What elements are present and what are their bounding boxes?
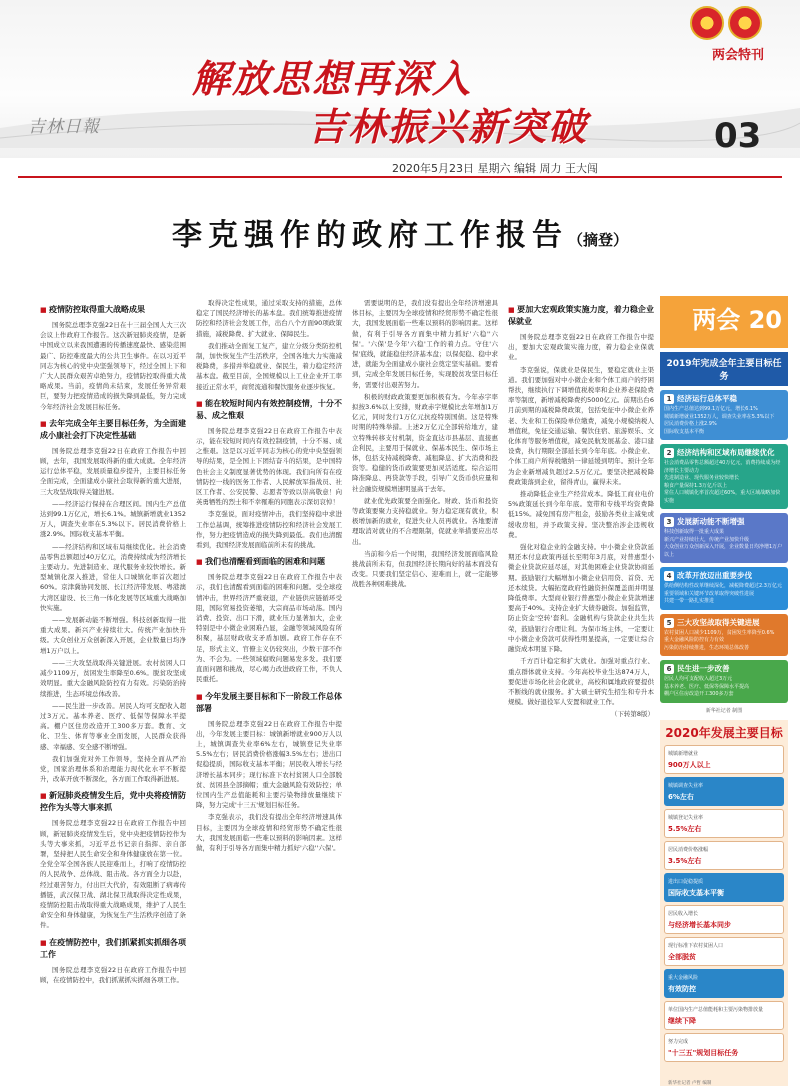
paragraph: 国务院总理李克强22日在政府工作报告中回顾，在疫情防控中，我们抓紧抓实抓细各项工作。 (40, 965, 186, 984)
block-title-text: 发展新动能不断增强 (677, 517, 745, 526)
block-line: 共建一带一路扎实推进 (664, 598, 715, 604)
masthead (0, 0, 800, 158)
block-line: 居民消费价格上涨2.9% (664, 421, 717, 427)
headline-main: 李克强作的政府工作报告 (171, 218, 568, 253)
block-line: 棚户区住房改造开工300多万套 (664, 691, 734, 697)
goal-label: 重大金融风险 (668, 974, 699, 981)
paragraph: 千方百计稳定和扩大就业。加强对重点行业、重点群体就业支持。今年高校毕业生达874万人，要促进市场化社会化就业，高校和属地政府要提供不断线的就业服务。扩大硕士研究生招生和专升本规模。做好退役军人安置和就业工作。 (508, 657, 654, 707)
goals-list (664, 745, 784, 1062)
paragraph: 国务院总理李克强22日在政府工作报告中提出，要加大宏观政策实施力度，着力稳企业保就业。 (508, 333, 654, 362)
block-title-text: 改革开放迈出重要步伐 (677, 571, 752, 580)
achievement-block (660, 390, 788, 440)
achievement-block-title (664, 663, 784, 674)
national-emblem-icon (690, 6, 724, 40)
section-heading: ■ 新冠肺炎疫情发生后，党中央将疫情防控作为头等大事来抓 (40, 790, 186, 814)
special-edition-tag: 两会特刊 (712, 48, 765, 63)
block-line: 重大金融风险防控有力有效 (664, 637, 725, 643)
goal-label: 进出口促稳提质 (668, 878, 704, 885)
block-line: 国际收支基本平衡 (664, 428, 705, 435)
section-heading: ■ 在疫情防控中，我们抓紧抓实抓细各项工作 (40, 937, 186, 961)
section-heading: ■ 要加大宏观政策实施力度，着力稳企业保就业 (508, 304, 654, 328)
goal-value: 有效防控 (668, 984, 696, 993)
block-line: 供给侧结构性改革继续深化，减税降费超过2.3万亿元 (664, 583, 782, 589)
paragraph: 取得决定性成果，通过采取支持的措施，总体稳定了国民经济增长的基本盘。我们统筹推进疫情防控和经济社会发展工作，出台八个方面90项政策措施，减税降费、扩大就业、保障民生。 (196, 299, 342, 338)
block-line: 居民人均可支配收入超过3万元 (664, 676, 733, 682)
dateline: 2020年5月23日 星期六 编辑 周力 王大闯 (392, 162, 598, 175)
section-heading: ■ 能在较短时间内有效控制疫情，十分不易、成之惟艰 (196, 398, 342, 422)
section-heading: ■ 今年发展主要目标和下一阶段工作总体部署 (196, 691, 342, 715)
infographic-banner: 2019年完成全年主要目标任务 (660, 352, 788, 386)
block-number: 3 (664, 517, 674, 527)
goal-item (664, 1033, 784, 1062)
paragraph: 强化对稳企业的金融支持。中小微企业贷款延期还本付息政策再延长至明年3月底，对普惠型小微企业贷款应延尽延，对其他困难企业贷款协商延期。鼓励银行大幅增加小微企业信用贷、首贷、无还本续贷。大幅拓宽政府性融资担保覆盖面并明显降低费率。大型商业银行普惠型小微企业贷款增速要高于40%。支持企业扩大债券融资。加强监管，防止资金'空转'套利。金融机构与贷款企业共生共荣，鼓励银行合理让利。为保市场主体，一定要让中小微企业贷款可获得性明显提高，一定要让综合融资成本明显下降。 (508, 543, 654, 654)
block-number: 4 (664, 571, 674, 581)
goal-label: 城镇登记失业率 (668, 814, 704, 821)
two-sessions-badge: 两会 20 (692, 306, 782, 334)
goal-value: 900万人以上 (668, 760, 711, 769)
header-rule (18, 176, 782, 178)
paragraph: 需要说明的是，我们没有提出全年经济增速具体目标，主要因为全球疫情和经贸形势不确定性很大，我国发展面临一些难以预料的影响因素。这样做，有利于引导各方面集中精力抓好'六稳''六保'。'六保'是今年'六稳'工作的着力点。守住'六保'底线，就能稳住经济基本盘；以保促稳、稳中求进，就能为全面建成小康社会奠定坚实基础。要看到，完成全年发展目标任务，实现脱贫攻坚目标任务，需要付出艰苦努力。 (352, 299, 498, 389)
goal-value: 全部脱贫 (668, 952, 696, 961)
article-column-1 (40, 298, 186, 1086)
goal-label: 单位国内生产总值能耗和主要污染物排放量 (668, 1006, 764, 1013)
block-line: 基本养老、医疗、低保等保障水平提高 (664, 683, 750, 690)
block-title-text: 经济结构和区域布局继续优化 (677, 448, 775, 457)
goal-label: 努力完成 (668, 1038, 689, 1045)
block-line: 城镇新增就业1352万人，调查失业率在5.3%以下 (664, 413, 775, 420)
article-column-3 (352, 298, 498, 1086)
goal-value: 与经济增长基本同步 (668, 920, 731, 929)
slogan-line-1: 解放思想再深入 (192, 57, 473, 101)
paragraph: 李克强表示，我们没有提出全年经济增速具体目标，主要因为全球疫情和经贸形势不确定性很大，我国发展面临一些难以预料的影响因素。这样做，有利于引导各方面集中精力抓好'六稳''六保'。 (196, 813, 342, 852)
goal-value: 国际收支基本平衡 (668, 888, 724, 897)
block-line: 先进制造业、现代服务业较快增长 (664, 475, 740, 481)
infographic-header (660, 296, 788, 348)
goals-panel (660, 720, 788, 1087)
emblems (690, 6, 762, 40)
paragraph: 当前和今后一个时期，我国经济发展面临风险挑战前所未有，但我国经济长期向好的基本面没有改变。只要我们坚定信心、迎难而上，就一定能够战胜各种困难挑战。 (352, 549, 498, 589)
block-number: 6 (664, 664, 674, 674)
paragraph: ——三大攻坚战取得关键进展。农村贫困人口减少1109万，贫困发生率降至0.6%。脱贫攻坚成效明显。重大金融风险防控有力有效。污染防治持续推进，生态环境总体改善。 (40, 658, 186, 698)
goal-item (664, 841, 784, 870)
paragraph: ——经济运行保持在合理区间。国内生产总值达到99.1万亿元，增长6.1%。城镇新增就业1352万人，调查失业率在5.3%以下。居民消费价格上涨2.9%。国际收支基本平衡。 (40, 499, 186, 539)
goal-label: 现行标准下农村贫困人口 (668, 942, 724, 949)
achievement-block (660, 444, 788, 509)
cppcc-emblem-icon (728, 6, 762, 40)
section-heading: ■ 疫情防控取得重大战略成果 (40, 304, 186, 316)
block-number: 1 (664, 394, 674, 404)
achievement-block-title (664, 570, 784, 581)
achievement-blocks (660, 390, 788, 703)
goal-label: 居民消费价格涨幅 (668, 846, 709, 853)
goal-label: 城镇调查失业率 (668, 782, 704, 789)
block-line: 大众创业万众创新深入开展，企业数量日均净增1万户以上 (664, 544, 783, 558)
achievement-block (660, 614, 788, 657)
goal-value: "十三五"规划目标任务 (668, 1048, 739, 1057)
achievement-block (660, 567, 788, 610)
paragraph: 李克强说，保就业是保民生，要稳定就业主渠道。我们要加强对中小微企业和个体工商户的纾困帮扶，继续执行下调增值税税率和企业养老保险费率等制度，新增减税降费约5000亿元。前期出台6月前到期的减税降费政策，包括免征中小微企业养老、失业和工伤保险单位缴费，减免小规模纳税人增值税，免征交通运输、餐饮住宿、旅游娱乐、文化体育等服务增值税，减免民航发展基金、港口建设费，执行期限全部延长到今年年底。小微企业、个体工商户所得税缴纳一律延缓到明年。预计全年为企业新增减负超过2.5万亿元。要坚决把减税降费政策落到企业，留得青山，赢得未来。 (508, 365, 654, 486)
goal-value: 5.5%左右 (668, 824, 702, 833)
article-column-4 (508, 298, 654, 1086)
paragraph: 就业优先政策要全面强化。财政、货币和投资等政策要聚力支持稳就业。努力稳定现有就业，积极增加新的就业，促进失业人员再就业。各地要清理取消对就业的不合理限制，促就业举措要应出尽出。 (352, 496, 498, 546)
paragraph: ——经济结构和区域布局继续优化。社会消费品零售总额超过40万亿元，消费持续成为经济增长主要动力。先进制造业、现代服务业较快增长。新型城镇化深入推进，常住人口城镇化率首次超过60%。京津冀协同发展、长江经济带发展、粤港澳大湾区建设、长三角一体化发展等区域重大战略加快实施。 (40, 542, 186, 612)
paragraph: ——民生进一步改善。居民人均可支配收入超过3万元。基本养老、医疗、低保等保障水平提高。棚户区住房改造开工300多万套。教育、文化、卫生、体育等事业全面发展，人民群众获得感、幸福感、安全感不断增强。 (40, 701, 186, 751)
paragraph: 国务院总理李克强22日在十三届全国人大三次会议上作政府工作报告。这次新冠肺炎疫情，是新中国成立以来我国遭遇的传播速度最快、感染范围最广、防控难度最大的公共卫生事件。在以习近平同志为核心的党中央坚强领导下，经过全国上下和广大人民群众艰苦卓绝努力，疫情防控取得重大战略成果。当前，疫情尚未结束，发展任务异常艰巨，要努力把疫情造成的损失降到最低，努力完成今年经济社会发展目标任务。 (40, 321, 186, 411)
goal-item (664, 1001, 784, 1030)
block-line: 粮食产量保持1.3万亿斤以上 (664, 482, 727, 489)
goal-item (664, 745, 784, 774)
page-number: 03 (714, 116, 762, 156)
paragraph: 李克强说，面对疫情冲击，我们坚持稳中求进工作总基调，统筹推进疫情防控和经济社会发展工作，努力把疫情造成的损失降到最低。我们也清醒看到，我国经济发展面临前所未有的挑战。 (196, 510, 342, 550)
goal-item (664, 777, 784, 806)
article-column-2 (196, 298, 342, 1086)
achievement-block-title (664, 447, 784, 458)
goal-item (664, 937, 784, 966)
block-line: 农村贫困人口减少1109万，贫困发生率降至0.6% (664, 629, 775, 636)
paragraph: 我们加强党对外工作领导，坚持全面从严治党，国家治理体系和治理能力现代化水平不断提升，改革开放不断深化，各方面工作取得新进展。 (40, 754, 186, 784)
paragraph: 推动降低企业生产经营成本。降低工商业电价5%政策延长到今年年底。宽带和专线平均资费降低15%。减免国有房产租金，鼓励各类业主减免或缓收房租，并予政策支持。坚决整治涉企违规收费。 (508, 490, 654, 539)
block-number: 2 (664, 448, 674, 458)
headline (0, 210, 800, 254)
goals-title: 2020年发展主要目标 (665, 725, 783, 740)
paragraph: 我们推动全面复工复产，建立分级分类防控机制，加快恢复生产生活秩序，全国各地大力实施减税降费，多措并举稳就业、保民生，着力稳定经济基本盘。截至目前，全国规模以上工业企业开工率接近正常水平，商贸流通和餐饮服务业逐步恢复。 (196, 341, 342, 391)
achievement-block (660, 660, 788, 703)
block-line: 国内生产总值达到99.1万亿元，增长6.1% (664, 406, 758, 412)
goal-item (664, 809, 784, 838)
block-line: 常住人口城镇化率首次超过60%，重大区域战略加快实施 (664, 490, 781, 504)
paragraph: 国务院总理李克强22日在政府工作报告中表示，能在较短时间内有效控制疫情，十分不易、成之惟艰。这是以习近平同志为核心的党中央坚强领导的结果，是全国上下团结奋斗的结果，是中国特色社会主义制度显著优势的体现。我们向所有在疫情防控一线的医务工作者、人民解放军指战员、社区工作者、公安民警、志愿者等致以崇高敬意！向英勇牺牲的烈士和不幸罹难的同胞表示深切哀悼！ (196, 426, 342, 507)
goal-item (664, 969, 784, 998)
headline-sub: （摘登） (567, 231, 628, 249)
goal-value: 6%左右 (668, 792, 694, 801)
goals-credit: 新华社记者 卢哲 编制 (668, 1080, 712, 1086)
goal-value: 3.5%左右 (668, 856, 702, 865)
paragraph: 国务院总理李克强22日在政府工作报告中回顾，去年，我国发展取得新的重大成就。全年经济运行总体平稳，发展质量稳步提升，主要目标任务全面完成，全面建成小康社会取得新的重大进展，三大攻坚战取得关键进展。 (40, 446, 186, 496)
goal-label: 城镇新增就业 (668, 750, 699, 757)
section-heading: ■ 去年完成全年主要目标任务，为全面建成小康社会打下决定性基础 (40, 418, 186, 442)
paragraph: 国务院总理李克强22日在政府工作报告中回顾，新冠肺炎疫情发生后，党中央把疫情防控作为头等大事来抓，习近平总书记亲自指挥、亲自部署，坚持把人民生命安全和身体健康放在第一位。全党全军全国各族人民迎难而上，打响了疫情防控的人民战争、总体战、阻击战。各方面全力以赴，经过艰苦努力，付出巨大代价，有效阻断了病毒传播链，武汉保卫战、湖北保卫战取得决定性成果，疫情防控阻击战取得重大战略成果，维护了人民生命安全和身体健康，为恢复生产生活秩序创造了条件。 (40, 819, 186, 930)
goal-item (664, 905, 784, 934)
achievement-block-title (664, 516, 784, 527)
achievement-block-title (664, 393, 784, 404)
paragraph: 国务院总理李克强22日在政府工作报告中表示，我们也清醒看到面临的困难和问题。受全球疫情冲击，世界经济严重衰退，产业链供应链循环受阻，国际贸易投资萎缩，大宗商品市场动荡。国内消费、投资、出口下滑，就业压力显著加大，企业特别是中小微企业困难凸显，金融等领域风险有所积聚，基层财政收支矛盾加剧。政府工作存在不足，形式主义、官僚主义仍较突出，少数干部不作为、不会为。一些领域腐败问题易发多发。我们要直面问题和挑战，尽心竭力改进政府工作，不负人民重托。 (196, 573, 342, 684)
goal-value: 继续下降 (668, 1016, 696, 1025)
section-heading: ■ 我们也清醒看到面临的困难和问题 (196, 556, 342, 568)
block-title-text: 经济运行总体平稳 (677, 394, 737, 403)
goal-label: 居民收入增长 (668, 910, 699, 917)
block-title-text: 民生进一步改善 (677, 664, 730, 673)
block-line: 新兴产业持续壮大，传统产业加快升级 (664, 536, 750, 543)
goal-item (664, 873, 784, 902)
block-number: 5 (664, 618, 674, 628)
block-line: 重要领域和关键环节改革取得突破性进展 (664, 590, 755, 597)
paragraph: ——发展新动能不断增强。科技创新取得一批重大成果。新兴产业持续壮大。传统产业加快升级。大众创业万众创新深入开展，企业数量日均净增1万户以上。 (40, 616, 186, 655)
block-line: 科技创新取得一批重大成果 (664, 529, 725, 535)
slogan-line-2: 吉林振兴新突破 (308, 105, 589, 149)
paragraph: 国务院总理李克强22日在政府工作报告中提出，今年发展主要目标：城镇新增就业900万人以上，城镇调查失业率6%左右，城镇登记失业率5.5%左右；居民消费价格涨幅3.5%左右；进出口促稳提质，国际收支基本平衡；居民收入增长与经济增长基本同步；现行标准下农村贫困人口全部脱贫、贫困县全部摘帽；重大金融风险有效防控；单位国内生产总值能耗和主要污染物排放量继续下降，努力完成'十三五'规划目标任务。 (196, 719, 342, 810)
block-line: 社会消费品零售总额超过40万亿元，消费持续成为经济增长主要动力 (664, 460, 781, 474)
achievement-block (660, 513, 788, 563)
achievement-block-title (664, 617, 784, 628)
paragraph: 积极的财政政策要更加积极有为。今年赤字率拟按3.6%以上安排，财政赤字规模比去年增加1万亿元，同时发行1万亿元抗疫特别国债。这是特殊时期的特殊举措。上述2万亿元全部转给地方，建立特殊转移支付机制，资金直达市县基层、直接惠企利民，主要用于保就业、保基本民生、保市场主体，包括支持减税降费、减租降息、扩大消费和投资等。稳健的货币政策要更加灵活适度。综合运用降准降息、再贷款等手段，引导广义货币供应量和社会融资规模增速明显高于去年。 (352, 392, 498, 493)
continued-note: （下转第8版） (610, 710, 654, 719)
block-line: 污染防治持续推进，生态环境总体改善 (664, 644, 750, 651)
infographic-footer: 新华社记者 制图 (705, 707, 743, 714)
newspaper-brand: 吉林日報 (28, 117, 100, 137)
block-title-text: 三大攻坚战取得关键进展 (677, 617, 760, 627)
infographic-sidebar (660, 296, 788, 1086)
